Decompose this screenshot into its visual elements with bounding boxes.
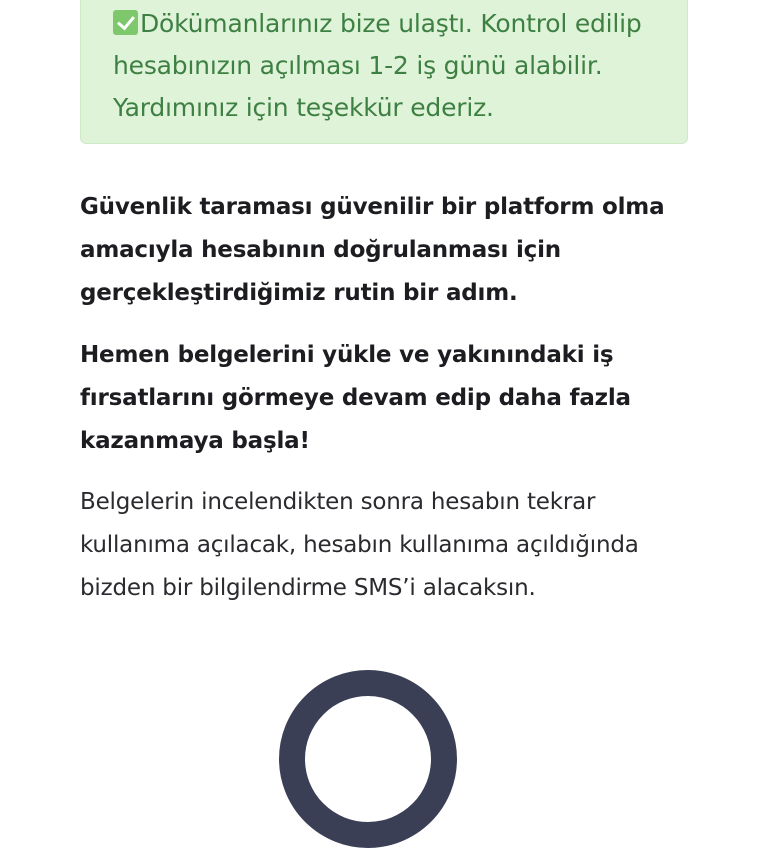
upload-documents-prompt: Hemen belgelerini yükle ve yakınındaki iş fırsatlarını görmeye devam edip daha fazla kazanmaya başla! [80,342,631,454]
loading-spinner-icon [279,670,457,848]
success-notice [80,0,688,144]
check-icon [113,10,138,35]
review-sms-info: Belgelerin incelendikten sonra hesabın tekrar kullanıma açılacak, hesabın kullanıma açıldığında bizden bir bilgilendirme SMS’i alacaksın. [80,489,639,601]
security-scan-info: Güvenlik taraması güvenilir bir platform olma amacıyla hesabının doğrulanması için gerçekleştirdiğimiz rutin bir adım. [80,194,665,306]
success-notice-message: Dökümanlarınız bize ulaştı. Kontrol edilip hesabınızın açılması 1-2 iş günü alabilir. Yardımınız için teşekkür ederiz. [113,9,642,122]
success-notice-text [113,3,673,129]
